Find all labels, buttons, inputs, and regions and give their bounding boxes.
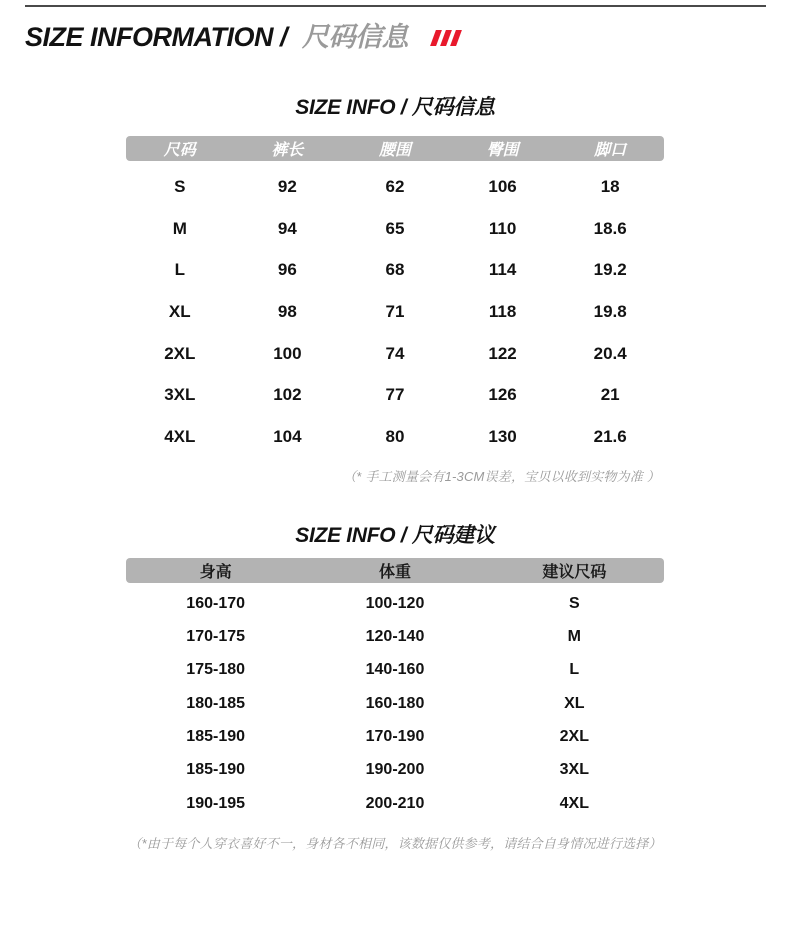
column-header: 腰围 bbox=[378, 142, 411, 159]
table-cell: 3XL bbox=[559, 761, 589, 779]
size-table bbox=[126, 136, 664, 486]
table-cell: 100-120 bbox=[365, 594, 425, 612]
table-cell: 19.2 bbox=[593, 260, 627, 280]
page-title-en: SIZE INFORMATION / bbox=[25, 22, 287, 52]
table-cell: 180-185 bbox=[186, 694, 246, 712]
size-table-header bbox=[126, 136, 664, 161]
table-row bbox=[126, 208, 664, 250]
column-header: 尺码 bbox=[163, 142, 196, 159]
column-header: 脚口 bbox=[594, 142, 627, 159]
table-cell: 94 bbox=[277, 218, 297, 238]
table-cell: XL bbox=[168, 301, 191, 321]
table-cell: 74 bbox=[385, 343, 405, 363]
table-cell: 3XL bbox=[164, 385, 196, 405]
table-cell: 122 bbox=[488, 343, 517, 363]
table-row bbox=[126, 787, 664, 820]
page-title-zh: 尺码信息 bbox=[302, 22, 409, 52]
table-row bbox=[126, 166, 664, 208]
table-cell: S bbox=[174, 176, 186, 196]
table-row bbox=[126, 754, 664, 787]
table-cell: 140-160 bbox=[365, 661, 425, 679]
table-cell: 2XL bbox=[164, 343, 196, 363]
column-header: 裤长 bbox=[271, 142, 304, 159]
table-cell: 170-175 bbox=[186, 627, 246, 645]
table-cell: 200-210 bbox=[365, 794, 425, 812]
column-header: 建议尺码 bbox=[542, 563, 607, 581]
table-cell: 77 bbox=[385, 385, 405, 405]
table-row bbox=[126, 720, 664, 753]
table-cell: XL bbox=[564, 694, 585, 712]
size-info-section-title: SIZE INFO / 尺码信息 bbox=[295, 96, 495, 119]
table-cell: 118 bbox=[488, 301, 517, 321]
table-row bbox=[126, 291, 664, 333]
table-cell: 19.8 bbox=[593, 301, 627, 321]
table-cell: 175-180 bbox=[186, 661, 246, 679]
size-suggestion-section-title: SIZE INFO / 尺码建议 bbox=[295, 523, 495, 547]
table-cell: 110 bbox=[488, 218, 517, 238]
table-cell: 96 bbox=[277, 260, 297, 280]
table-cell: 130 bbox=[488, 426, 517, 446]
table-row bbox=[126, 333, 664, 375]
table-row bbox=[126, 654, 664, 687]
table-cell: 185-190 bbox=[186, 728, 246, 746]
table-row bbox=[126, 416, 664, 458]
table-cell: 21 bbox=[600, 385, 620, 405]
table-cell: 100 bbox=[273, 343, 302, 363]
table-cell: 18.6 bbox=[593, 218, 627, 238]
measurement-note: （* 手工测量会有1-3CM误差，宝贝以收到实物为准 ） bbox=[343, 468, 660, 484]
top-divider bbox=[25, 5, 766, 7]
column-header: 身高 bbox=[199, 563, 232, 581]
table-cell: 106 bbox=[488, 176, 517, 196]
suggestion-table-header bbox=[126, 558, 664, 583]
table-cell: 65 bbox=[385, 218, 405, 238]
table-cell: 62 bbox=[385, 176, 405, 196]
table-cell: 160-180 bbox=[365, 694, 425, 712]
column-header: 体重 bbox=[378, 563, 411, 581]
table-cell: 68 bbox=[385, 260, 405, 280]
table-cell: 170-190 bbox=[365, 728, 425, 746]
table-cell: 80 bbox=[385, 426, 405, 446]
table-cell: M bbox=[567, 627, 581, 645]
table-cell: L bbox=[569, 661, 580, 679]
table-cell: 21.6 bbox=[593, 426, 627, 446]
page-title bbox=[25, 20, 790, 54]
table-cell: 4XL bbox=[559, 794, 589, 812]
size-table-body bbox=[126, 166, 664, 458]
triple-stripe-icon bbox=[433, 20, 463, 54]
table-cell: 190-200 bbox=[365, 761, 425, 779]
table-cell: 98 bbox=[277, 301, 297, 321]
suggestion-table bbox=[126, 558, 664, 821]
table-cell: 20.4 bbox=[593, 343, 627, 363]
table-row bbox=[126, 620, 664, 653]
table-row bbox=[126, 587, 664, 620]
table-cell: 102 bbox=[273, 385, 302, 405]
table-row bbox=[126, 374, 664, 416]
table-cell: 120-140 bbox=[365, 627, 425, 645]
table-cell: 92 bbox=[277, 176, 297, 196]
table-cell: 71 bbox=[385, 301, 405, 321]
table-cell: 114 bbox=[488, 260, 517, 280]
table-row bbox=[126, 687, 664, 720]
column-header: 臀围 bbox=[486, 142, 519, 159]
table-cell: M bbox=[172, 218, 187, 238]
table-row bbox=[126, 249, 664, 291]
table-cell: 4XL bbox=[164, 426, 196, 446]
table-cell: 185-190 bbox=[186, 761, 246, 779]
table-cell: L bbox=[174, 260, 185, 280]
suggestion-table-body bbox=[126, 587, 664, 821]
suggestion-note: （*由于每个人穿衣喜好不一，身材各不相同，该数据仅供参考，请结合自身情况进行选择） bbox=[128, 835, 662, 851]
table-cell: 104 bbox=[273, 426, 302, 446]
table-cell: S bbox=[568, 594, 580, 612]
table-cell: 126 bbox=[488, 385, 517, 405]
table-cell: 2XL bbox=[559, 728, 589, 746]
table-cell: 190-195 bbox=[186, 794, 246, 812]
table-cell: 160-170 bbox=[186, 594, 246, 612]
table-cell: 18 bbox=[600, 176, 620, 196]
